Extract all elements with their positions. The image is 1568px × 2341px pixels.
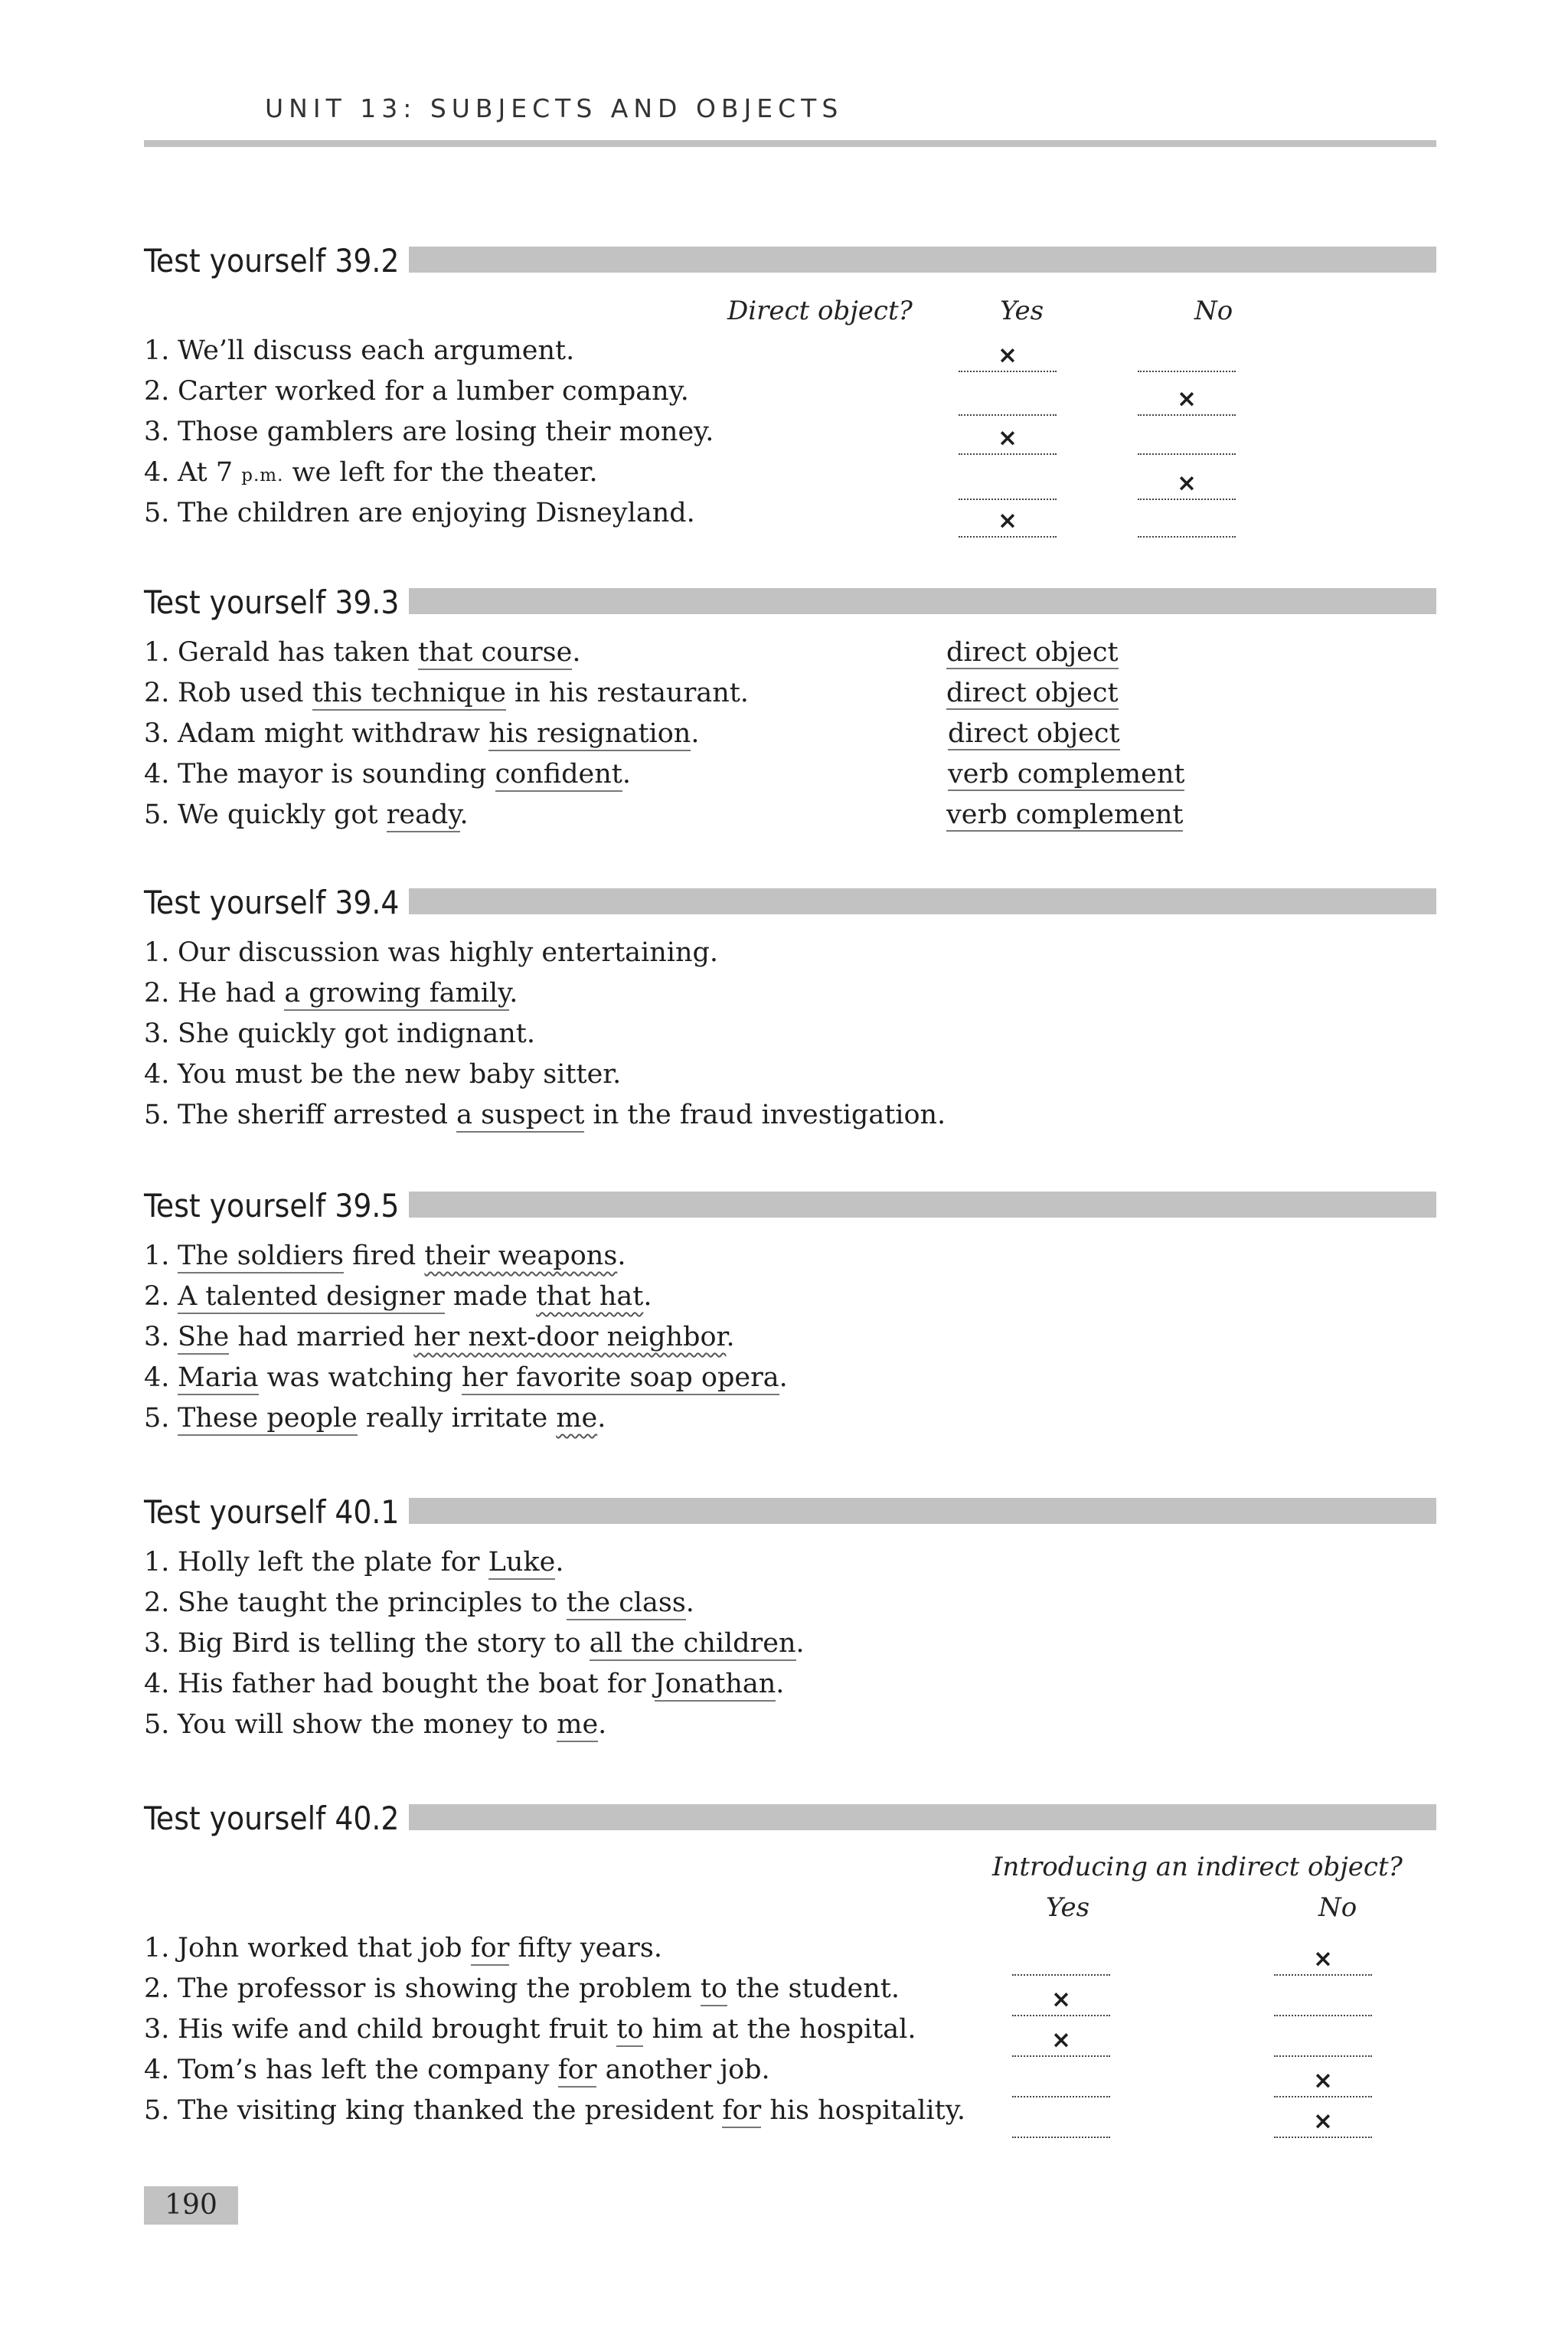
question-text: Those gamblers are losing their money. bbox=[178, 417, 714, 447]
answer-yes-2 bbox=[1012, 1981, 1110, 2016]
question-text: Carter worked for a lumber company. bbox=[178, 376, 689, 407]
section-40-1 bbox=[144, 1489, 1436, 1757]
question-text-start: The professor is showing the problem bbox=[178, 1973, 701, 2004]
page-number: 190 bbox=[144, 2186, 238, 2225]
subject-phrase: These people bbox=[178, 1403, 358, 1436]
underlined-preposition: for bbox=[471, 1933, 510, 1966]
object-phrase: that hat bbox=[536, 1281, 644, 1312]
question-number: 2. bbox=[144, 376, 170, 407]
column-header-question: Introducing an indirect object? bbox=[992, 1852, 1403, 1882]
answer-no-3 bbox=[1138, 420, 1236, 455]
question-text-end: . bbox=[643, 1281, 652, 1312]
question-2 bbox=[144, 978, 518, 1018]
section-bar bbox=[409, 888, 1436, 914]
question-4 bbox=[144, 457, 598, 498]
column-header-yes: Yes bbox=[1000, 296, 1044, 326]
answer-no-4 bbox=[1274, 2062, 1372, 2097]
question-number: 5. bbox=[144, 498, 170, 528]
section-39-3 bbox=[144, 579, 1436, 847]
question-5 bbox=[144, 2095, 965, 2136]
answer-yes-5 bbox=[1012, 2103, 1110, 2138]
question-text-end: . bbox=[691, 718, 700, 749]
answer-label-3: direct object bbox=[948, 718, 1120, 749]
section-title: Test yourself 40.2 bbox=[144, 1800, 400, 1837]
question-text-end: . bbox=[622, 759, 631, 790]
section-title: Test yourself 40.1 bbox=[144, 1493, 400, 1531]
underlined-phrase: me bbox=[557, 1709, 598, 1742]
x-mark: × bbox=[1313, 2067, 1333, 2094]
question-1 bbox=[144, 937, 718, 978]
question-number: 3. bbox=[144, 718, 170, 749]
question-text: We’ll discuss each argument. bbox=[178, 335, 575, 366]
x-mark: × bbox=[1313, 1945, 1333, 1973]
question-text-end: his hospitality. bbox=[761, 2095, 965, 2126]
question-text-end: . bbox=[597, 1403, 606, 1434]
question-4 bbox=[144, 759, 631, 799]
answer-yes-1 bbox=[1012, 1940, 1110, 1976]
section-bar bbox=[409, 1192, 1436, 1218]
question-number: 5. bbox=[144, 1100, 170, 1130]
answer-label-2: direct object bbox=[946, 678, 1119, 708]
question-number: 4. bbox=[144, 759, 170, 790]
question-text-end: . bbox=[572, 637, 581, 668]
header-rule bbox=[144, 140, 1436, 147]
question-5 bbox=[144, 1709, 606, 1750]
section-header bbox=[144, 1182, 1436, 1228]
section-header bbox=[144, 237, 1436, 283]
section-header bbox=[144, 1795, 1436, 1841]
x-mark: × bbox=[1313, 2107, 1333, 2135]
question-text-end: . bbox=[555, 1547, 564, 1578]
question-text-start: His father had bought the boat for bbox=[178, 1669, 655, 1699]
underlined-preposition: to bbox=[616, 2014, 643, 2047]
x-mark: × bbox=[1051, 1986, 1071, 2013]
question-text-start: Big Bird is telling the story to bbox=[178, 1628, 590, 1659]
question-text: You must be the new baby sitter. bbox=[178, 1059, 622, 1090]
question-text-end: . bbox=[795, 1628, 805, 1659]
x-mark: × bbox=[1177, 385, 1197, 413]
question-4 bbox=[144, 1362, 788, 1403]
subject-phrase: A talented designer bbox=[178, 1281, 445, 1314]
object-phrase: her next-door neighbor bbox=[413, 1322, 727, 1352]
subject-phrase: The soldiers bbox=[178, 1241, 344, 1273]
question-text-start: His wife and child brought fruit bbox=[178, 2014, 617, 2045]
answer-no-2 bbox=[1274, 1981, 1372, 2016]
section-header bbox=[144, 579, 1436, 625]
question-number: 1. bbox=[144, 637, 170, 668]
column-header-no: No bbox=[1194, 296, 1233, 326]
question-text-start: The visiting king thanked the president bbox=[178, 2095, 723, 2126]
question-number: 1. bbox=[144, 937, 170, 968]
x-mark: × bbox=[1051, 2026, 1071, 2054]
question-text-end: . bbox=[509, 978, 518, 1009]
question-number: 5. bbox=[144, 2095, 170, 2126]
question-text-start: Tom’s has left the company bbox=[178, 2055, 558, 2085]
question-number: 3. bbox=[144, 1018, 170, 1049]
subject-phrase: She bbox=[178, 1322, 229, 1355]
answer-yes-2 bbox=[959, 381, 1057, 416]
answer-no-5 bbox=[1138, 502, 1236, 538]
question-4 bbox=[144, 1059, 621, 1100]
underlined-phrase: ready bbox=[387, 799, 460, 832]
section-title: Test yourself 39.4 bbox=[144, 884, 400, 921]
underlined-phrase: a suspect bbox=[456, 1100, 584, 1133]
answer-yes-1 bbox=[959, 337, 1057, 372]
column-header-question: Direct object? bbox=[727, 296, 913, 326]
question-text-start: The sheriff arrested bbox=[178, 1100, 457, 1130]
verb-text: fired bbox=[343, 1241, 425, 1271]
question-4 bbox=[144, 2055, 770, 2095]
question-5 bbox=[144, 1403, 606, 1444]
running-head: UNIT 13: SUBJECTS AND OBJECTS bbox=[265, 93, 844, 123]
question-5 bbox=[144, 799, 469, 840]
answer-label-5: verb complement bbox=[946, 799, 1184, 830]
underlined-phrase: confident bbox=[495, 759, 622, 792]
question-text-start: The mayor is sounding bbox=[178, 759, 495, 790]
verb-text: had married bbox=[229, 1322, 414, 1352]
question-text-end: fifty years. bbox=[509, 1933, 662, 1963]
question-5 bbox=[144, 1100, 946, 1140]
question-number: 2. bbox=[144, 1587, 170, 1618]
question-number: 4. bbox=[144, 1059, 170, 1090]
question-text-end: another job. bbox=[596, 2055, 770, 2085]
time-abbreviation: p.m. bbox=[241, 466, 284, 486]
question-number: 3. bbox=[144, 1322, 170, 1352]
question-text-start: He had bbox=[178, 978, 285, 1009]
answer-yes-3 bbox=[959, 420, 1057, 455]
question-number: 5. bbox=[144, 799, 170, 830]
question-2 bbox=[144, 1281, 652, 1322]
question-text-start: Rob used bbox=[178, 678, 312, 708]
verb-text: really irritate bbox=[357, 1403, 557, 1434]
question-3 bbox=[144, 718, 699, 759]
section-39-5 bbox=[144, 1182, 1436, 1450]
question-number: 2. bbox=[144, 978, 170, 1009]
underlined-phrase: Jonathan bbox=[655, 1669, 776, 1702]
answer-no-3 bbox=[1274, 2022, 1372, 2057]
question-number: 2. bbox=[144, 1281, 170, 1312]
question-1 bbox=[144, 335, 574, 376]
question-text-end: . bbox=[779, 1362, 788, 1393]
section-39-4 bbox=[144, 879, 1436, 1147]
question-text-end: the student. bbox=[727, 1973, 900, 2004]
answer-yes-5 bbox=[959, 502, 1057, 538]
underlined-phrase: all the children bbox=[590, 1628, 796, 1661]
question-1 bbox=[144, 1933, 662, 1973]
question-text-end: . bbox=[685, 1587, 694, 1618]
question-text-end: in the fraud investigation. bbox=[584, 1100, 946, 1130]
question-1 bbox=[144, 1241, 626, 1281]
question-text-end: . bbox=[459, 799, 469, 830]
question-text-end: . bbox=[726, 1322, 735, 1352]
answer-label-1: direct object bbox=[946, 637, 1119, 668]
question-text-start: Adam might withdraw bbox=[178, 718, 489, 749]
section-title: Test yourself 39.2 bbox=[144, 242, 400, 280]
question-2 bbox=[144, 1587, 694, 1628]
subject-phrase: Maria bbox=[178, 1362, 259, 1395]
question-number: 1. bbox=[144, 1933, 170, 1963]
question-number: 1. bbox=[144, 1241, 170, 1271]
section-header bbox=[144, 879, 1436, 925]
question-number: 3. bbox=[144, 2014, 170, 2045]
question-number: 2. bbox=[144, 1973, 170, 2004]
section-title: Test yourself 39.5 bbox=[144, 1187, 400, 1224]
question-number: 4. bbox=[144, 1362, 170, 1393]
question-text: Our discussion was highly entertaining. bbox=[178, 937, 719, 968]
question-text-start: She taught the principles to bbox=[178, 1587, 567, 1618]
question-text: She quickly got indignant. bbox=[178, 1018, 535, 1049]
section-bar bbox=[409, 247, 1436, 273]
answer-no-5 bbox=[1274, 2103, 1372, 2138]
question-text-end: we left for the theater. bbox=[283, 457, 598, 488]
answer-no-4 bbox=[1138, 465, 1236, 500]
question-1 bbox=[144, 1547, 564, 1587]
question-text-end: in his restaurant. bbox=[505, 678, 749, 708]
question-text-start: At 7 bbox=[178, 457, 242, 488]
question-number: 1. bbox=[144, 335, 170, 366]
column-header-yes: Yes bbox=[1046, 1892, 1090, 1923]
question-text-start: We quickly got bbox=[178, 799, 387, 830]
question-text-start: John worked that job bbox=[178, 1933, 471, 1963]
object-phrase: her favorite soap opera bbox=[462, 1362, 779, 1395]
question-2 bbox=[144, 376, 689, 417]
section-bar bbox=[409, 588, 1436, 614]
answer-label-4: verb complement bbox=[948, 759, 1185, 790]
question-text-end: . bbox=[776, 1669, 785, 1699]
x-mark: × bbox=[998, 507, 1018, 535]
question-text-start: You will show the money to bbox=[178, 1709, 557, 1740]
section-title: Test yourself 39.3 bbox=[144, 584, 400, 621]
question-3 bbox=[144, 1628, 805, 1669]
underlined-phrase: that course bbox=[418, 637, 572, 670]
question-1 bbox=[144, 637, 580, 678]
question-2 bbox=[144, 678, 749, 718]
section-40-2 bbox=[144, 1795, 1436, 2140]
object-phrase: their weapons bbox=[424, 1241, 618, 1271]
answer-yes-4 bbox=[1012, 2062, 1110, 2097]
underlined-phrase: the class bbox=[567, 1587, 686, 1620]
answer-yes-3 bbox=[1012, 2022, 1110, 2057]
question-number: 3. bbox=[144, 417, 170, 447]
question-number: 4. bbox=[144, 457, 170, 488]
question-number: 5. bbox=[144, 1709, 170, 1740]
question-number: 5. bbox=[144, 1403, 170, 1434]
question-text: The children are enjoying Disneyland. bbox=[178, 498, 695, 528]
x-mark: × bbox=[1177, 469, 1197, 497]
underlined-phrase: a growing family bbox=[284, 978, 509, 1011]
underlined-preposition: to bbox=[701, 1973, 727, 2006]
question-text-end: . bbox=[617, 1241, 626, 1271]
underlined-phrase: Luke bbox=[488, 1547, 556, 1580]
section-bar bbox=[409, 1804, 1436, 1830]
underlined-preposition: for bbox=[558, 2055, 597, 2088]
verb-text: was watching bbox=[258, 1362, 462, 1393]
answer-no-1 bbox=[1138, 337, 1236, 372]
column-header-no: No bbox=[1318, 1892, 1357, 1923]
question-5 bbox=[144, 498, 695, 538]
underlined-phrase: his resignation bbox=[488, 718, 691, 751]
question-3 bbox=[144, 1322, 735, 1362]
question-number: 4. bbox=[144, 2055, 170, 2085]
underlined-preposition: for bbox=[722, 2095, 761, 2128]
question-3 bbox=[144, 1018, 535, 1059]
question-number: 1. bbox=[144, 1547, 170, 1578]
question-3 bbox=[144, 417, 714, 457]
verb-text: made bbox=[444, 1281, 537, 1312]
question-number: 3. bbox=[144, 1628, 170, 1659]
question-3 bbox=[144, 2014, 916, 2055]
object-phrase: me bbox=[556, 1403, 598, 1434]
question-number: 2. bbox=[144, 678, 170, 708]
answer-no-1 bbox=[1274, 1940, 1372, 1976]
section-39-2 bbox=[144, 237, 1436, 544]
question-2 bbox=[144, 1973, 900, 2014]
question-number: 4. bbox=[144, 1669, 170, 1699]
question-text-start: Gerald has taken bbox=[178, 637, 419, 668]
section-header bbox=[144, 1489, 1436, 1535]
answer-no-2 bbox=[1138, 381, 1236, 416]
question-text-start: Holly left the plate for bbox=[178, 1547, 488, 1578]
question-text-end: . bbox=[598, 1709, 607, 1740]
question-4 bbox=[144, 1669, 784, 1709]
underlined-phrase: this technique bbox=[312, 678, 506, 711]
question-text-end: him at the hospital. bbox=[643, 2014, 916, 2045]
x-mark: × bbox=[998, 342, 1018, 369]
answer-yes-4 bbox=[959, 465, 1057, 500]
section-bar bbox=[409, 1498, 1436, 1524]
x-mark: × bbox=[998, 424, 1018, 452]
